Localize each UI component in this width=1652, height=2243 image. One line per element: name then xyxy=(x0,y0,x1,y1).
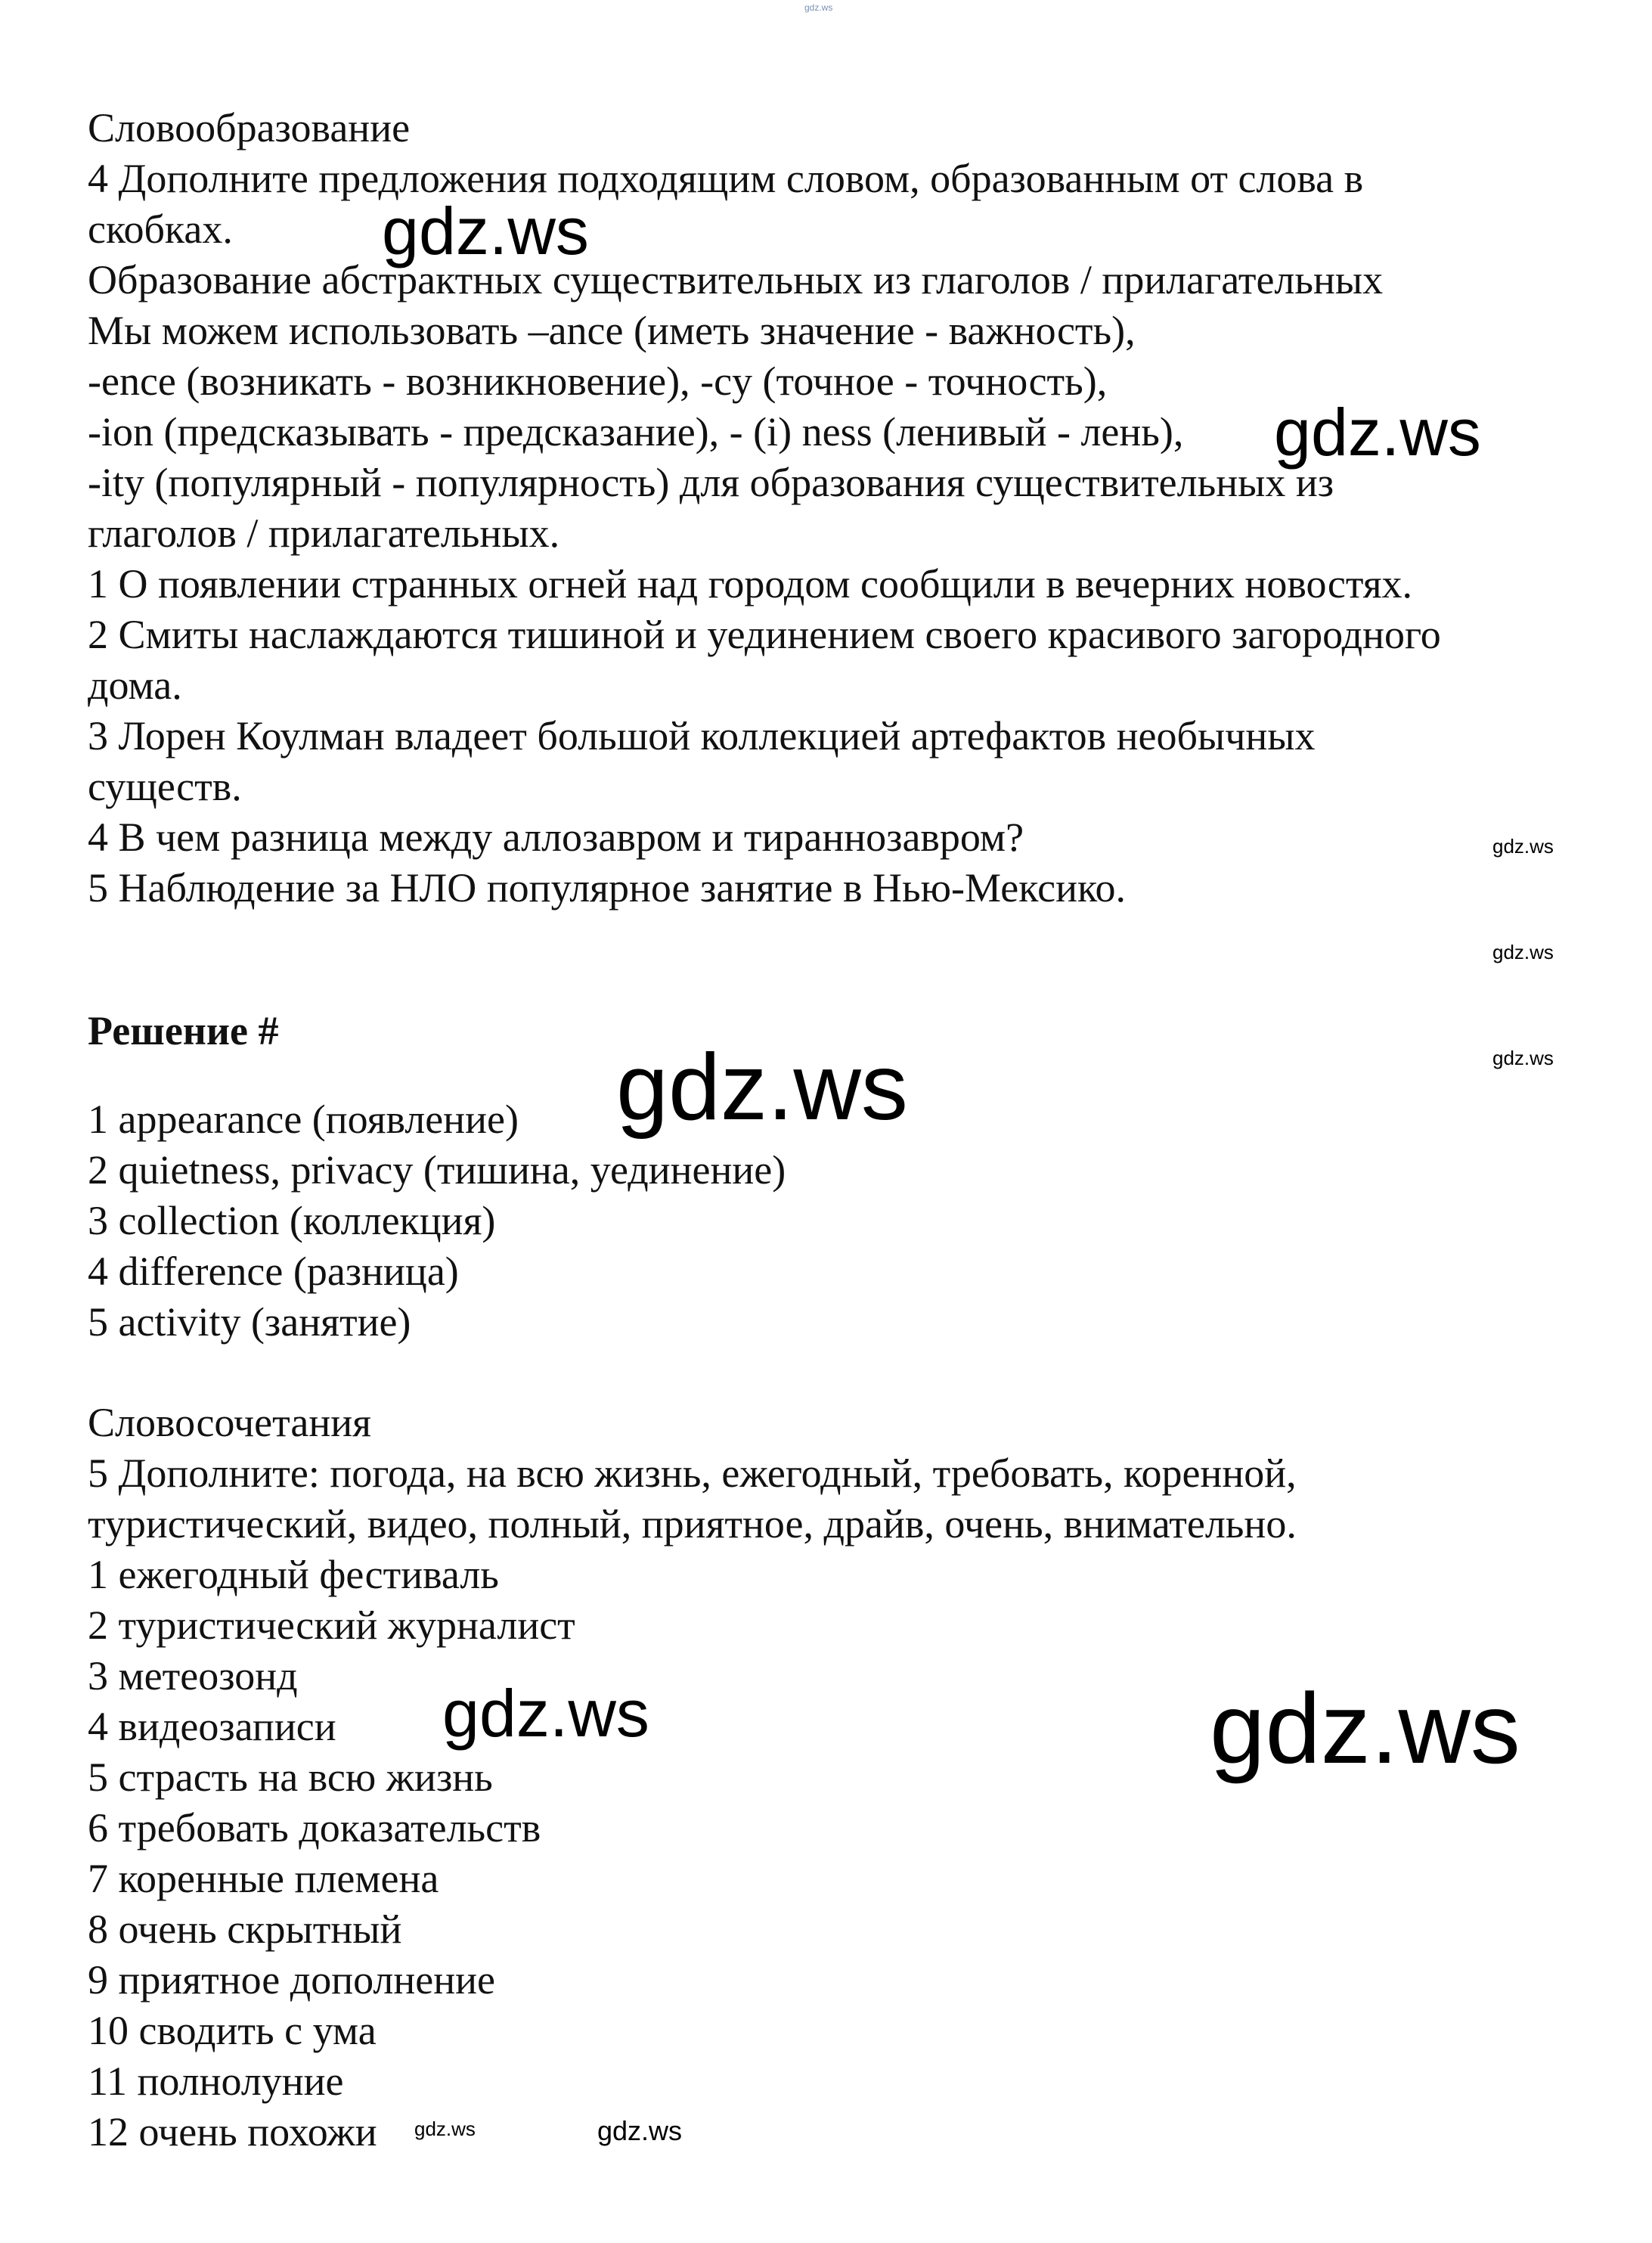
text-line: 11 полнолуние xyxy=(88,2058,344,2104)
watermark: gdz.ws xyxy=(382,194,589,268)
answer-line: 5 activity (занятие) xyxy=(88,1299,411,1345)
watermark: gdz.ws xyxy=(1210,1673,1520,1784)
text-line: туристический, видео, полный, приятное, драйв, очень, внимательно. xyxy=(88,1501,1297,1547)
watermark: gdz.ws xyxy=(1274,395,1481,470)
watermark: gdz.ws xyxy=(1492,941,1554,963)
text-line: скобках. xyxy=(88,206,233,252)
text-line: глаголов / прилагательных. xyxy=(88,510,560,556)
text-line: 4 видеозаписи xyxy=(88,1704,336,1749)
watermark-top: gdz.ws xyxy=(804,2,833,13)
text-line: 10 сводить с ума xyxy=(88,2008,377,2053)
section-collocations xyxy=(88,1398,1297,2158)
text-line: -ity (популярный - популярность) для образования существительных из xyxy=(88,460,1334,505)
text-line: 9 приятное дополнение xyxy=(88,1957,495,2003)
text-line: существ. xyxy=(88,764,242,809)
section-title: Словосочетания xyxy=(88,1400,371,1445)
text-line: 12 очень похожи xyxy=(88,2109,377,2155)
text-line: 8 очень скрытный xyxy=(88,1906,402,1952)
text-line: 6 требовать доказательств xyxy=(88,1805,541,1851)
watermark: gdz.ws xyxy=(616,1035,908,1140)
text-line: 4 Дополните предложения подходящим словом, образованным от слова в xyxy=(88,156,1364,201)
watermark: gdz.ws xyxy=(442,1676,649,1751)
answer-line: 1 appearance (появление) xyxy=(88,1097,519,1142)
text-line: 2 туристический журналист xyxy=(88,1602,575,1648)
answer-line: 4 difference (разница) xyxy=(88,1249,459,1294)
text-line: 1 О появлении странных огней над городом сообщили в вечерних новостях. xyxy=(88,561,1413,607)
text-line: 5 страсть на всю жизнь xyxy=(88,1754,493,1800)
text-line: Образование абстрактных существительных из глаголов / прилагательных xyxy=(88,257,1384,302)
text-line: 3 Лорен Коулман владеет большой коллекцией артефактов необычных xyxy=(88,713,1316,759)
text-line: дома. xyxy=(88,662,182,708)
answer-line: 2 quietness, privacy (тишина, уединение) xyxy=(88,1147,786,1193)
watermark: gdz.ws xyxy=(414,2117,476,2140)
text-line: -ence (возникать - возникновение), -cy (точное - точность), xyxy=(88,358,1108,404)
text-line: 3 метеозонд xyxy=(88,1653,298,1699)
section-title: Словообразование xyxy=(88,105,411,150)
text-line: 7 коренные племена xyxy=(88,1856,439,1901)
text-line: 2 Смиты наслаждаются тишиной и уединением своего красивого загородного xyxy=(88,612,1441,657)
watermark: gdz.ws xyxy=(1492,835,1554,858)
section-word-formation xyxy=(88,103,1441,914)
text-line: 5 Наблюдение за НЛО популярное занятие в Нью-Мексико. xyxy=(88,865,1126,911)
text-line: -ion (предсказывать - предсказание), - (i) ness (ленивый - лень), xyxy=(88,409,1184,454)
solution-title: Решение # xyxy=(88,1008,279,1053)
text-line: 4 В чем разница между аллозавром и тираннозавром? xyxy=(88,814,1024,860)
text-line: 1 ежегодный фестиваль xyxy=(88,1552,499,1597)
watermark: gdz.ws xyxy=(1492,1047,1554,1069)
text-line: 5 Дополните: погода, на всю жизнь, ежегодный, требовать, коренной, xyxy=(88,1450,1297,1496)
watermark: gdz.ws xyxy=(597,2115,683,2146)
answer-line: 3 collection (коллекция) xyxy=(88,1198,496,1243)
text-line: Мы можем использовать –ance (иметь значение - важность), xyxy=(88,308,1136,353)
